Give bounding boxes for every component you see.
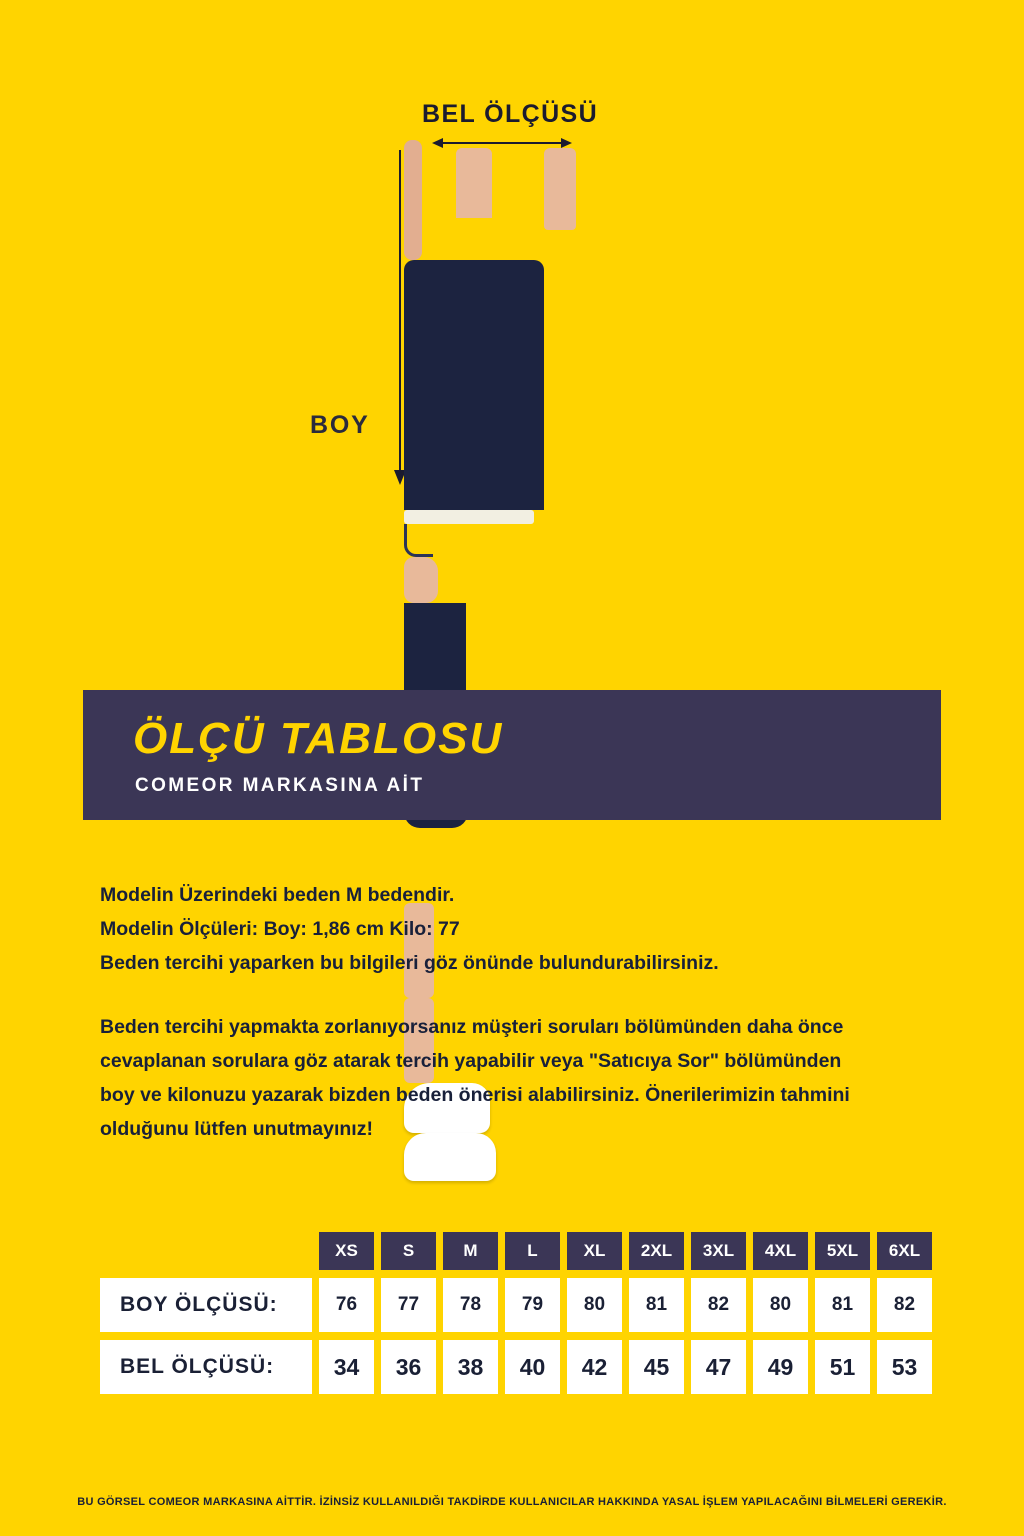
- garment-waistband: [404, 510, 534, 524]
- size-header-cell: 2XL: [629, 1232, 684, 1270]
- table-cell: 78: [443, 1278, 498, 1332]
- table-cell: 79: [505, 1278, 560, 1332]
- paragraph-spacer: [100, 980, 930, 1010]
- size-header-cell: 5XL: [815, 1232, 870, 1270]
- row-label-waist: BEL ÖLÇÜSÜ:: [100, 1340, 312, 1394]
- table-header-row: [100, 1232, 932, 1270]
- row-cells-waist: [319, 1340, 932, 1394]
- size-header-cell: L: [505, 1232, 560, 1270]
- model-hand-in-pocket: [404, 557, 438, 603]
- size-header-cell: S: [381, 1232, 436, 1270]
- size-header-cell: 3XL: [691, 1232, 746, 1270]
- table-cell: 80: [567, 1278, 622, 1332]
- table-cell: 51: [815, 1340, 870, 1394]
- garment-shorts: [404, 260, 544, 510]
- table-row: [100, 1340, 932, 1394]
- size-header-cell: XL: [567, 1232, 622, 1270]
- model-torso-right: [544, 148, 576, 230]
- info-paragraph2-line-3: boy ve kilonuzu yazarak bizden beden önerisi alabilirsiniz. Önerilerimizin tahmini: [100, 1084, 850, 1106]
- size-header-cell: 6XL: [877, 1232, 932, 1270]
- table-cell: 34: [319, 1340, 374, 1394]
- table-cell: 80: [753, 1278, 808, 1332]
- size-header-cell: M: [443, 1232, 498, 1270]
- table-cell: 36: [381, 1340, 436, 1394]
- info-line-2: Modelin Ölçüleri: Boy: 1,86 cm Kilo: 77: [100, 918, 460, 940]
- table-cell: 38: [443, 1340, 498, 1394]
- size-header-cells: [319, 1232, 932, 1270]
- row-label-length: BOY ÖLÇÜSÜ:: [100, 1278, 312, 1332]
- table-cell: 76: [319, 1278, 374, 1332]
- info-paragraph2-line-2: cevaplanan sorulara göz atarak tercih yapabilir veya "Satıcıya Sor" bölümünden: [100, 1050, 842, 1072]
- table-cell: 47: [691, 1340, 746, 1394]
- table-header-spacer: [100, 1232, 312, 1270]
- table-cell: 42: [567, 1340, 622, 1394]
- table-cell: 81: [815, 1278, 870, 1332]
- model-torso-left: [456, 148, 492, 218]
- table-cell: 77: [381, 1278, 436, 1332]
- brand-subtitle: COMEOR MARKASINA AİT: [135, 775, 425, 796]
- row-cells-length: [319, 1278, 932, 1332]
- info-line-1: Modelin Üzerindeki beden M bedendir.: [100, 884, 455, 906]
- hero-section: [0, 0, 1024, 665]
- info-line-3: Beden tercihi yaparken bu bilgileri göz önünde bulundurabilirsiniz.: [100, 952, 719, 974]
- model-arm-right: [404, 140, 422, 260]
- table-cell: 40: [505, 1340, 560, 1394]
- page-title: ÖLÇÜ TABLOSU: [133, 714, 504, 763]
- table-cell: 82: [691, 1278, 746, 1332]
- size-header-cell: XS: [319, 1232, 374, 1270]
- table-cell: 81: [629, 1278, 684, 1332]
- info-paragraph2-line-4: olduğunu lütfen unutmayınız!: [100, 1118, 373, 1140]
- info-text-block: [100, 878, 930, 1146]
- legal-footer: BU GÖRSEL COMEOR MARKASINA AİTTİR. İZİNSİZ KULLANILDIĞI TAKDİRDE KULLANICILAR HAKKINDA YASAL İŞLEM YAPILACAĞINI BİLMELERİ GEREKİR.: [77, 1496, 947, 1508]
- waist-measure-label: BEL ÖLÇÜSÜ: [422, 100, 599, 128]
- size-table: [100, 1232, 932, 1402]
- garment-drawstring: [404, 524, 433, 557]
- info-paragraph2-line-1: Beden tercihi yapmakta zorlanıyorsanız müşteri soruları bölümünden daha önce: [100, 1016, 844, 1038]
- table-row: [100, 1278, 932, 1332]
- table-cell: 82: [877, 1278, 932, 1332]
- table-cell: 49: [753, 1340, 808, 1394]
- table-cell: 53: [877, 1340, 932, 1394]
- model-illustration: [404, 140, 634, 600]
- length-measure-label: BOY: [310, 411, 370, 439]
- table-cell: 45: [629, 1340, 684, 1394]
- title-banner: [83, 690, 941, 820]
- size-header-cell: 4XL: [753, 1232, 808, 1270]
